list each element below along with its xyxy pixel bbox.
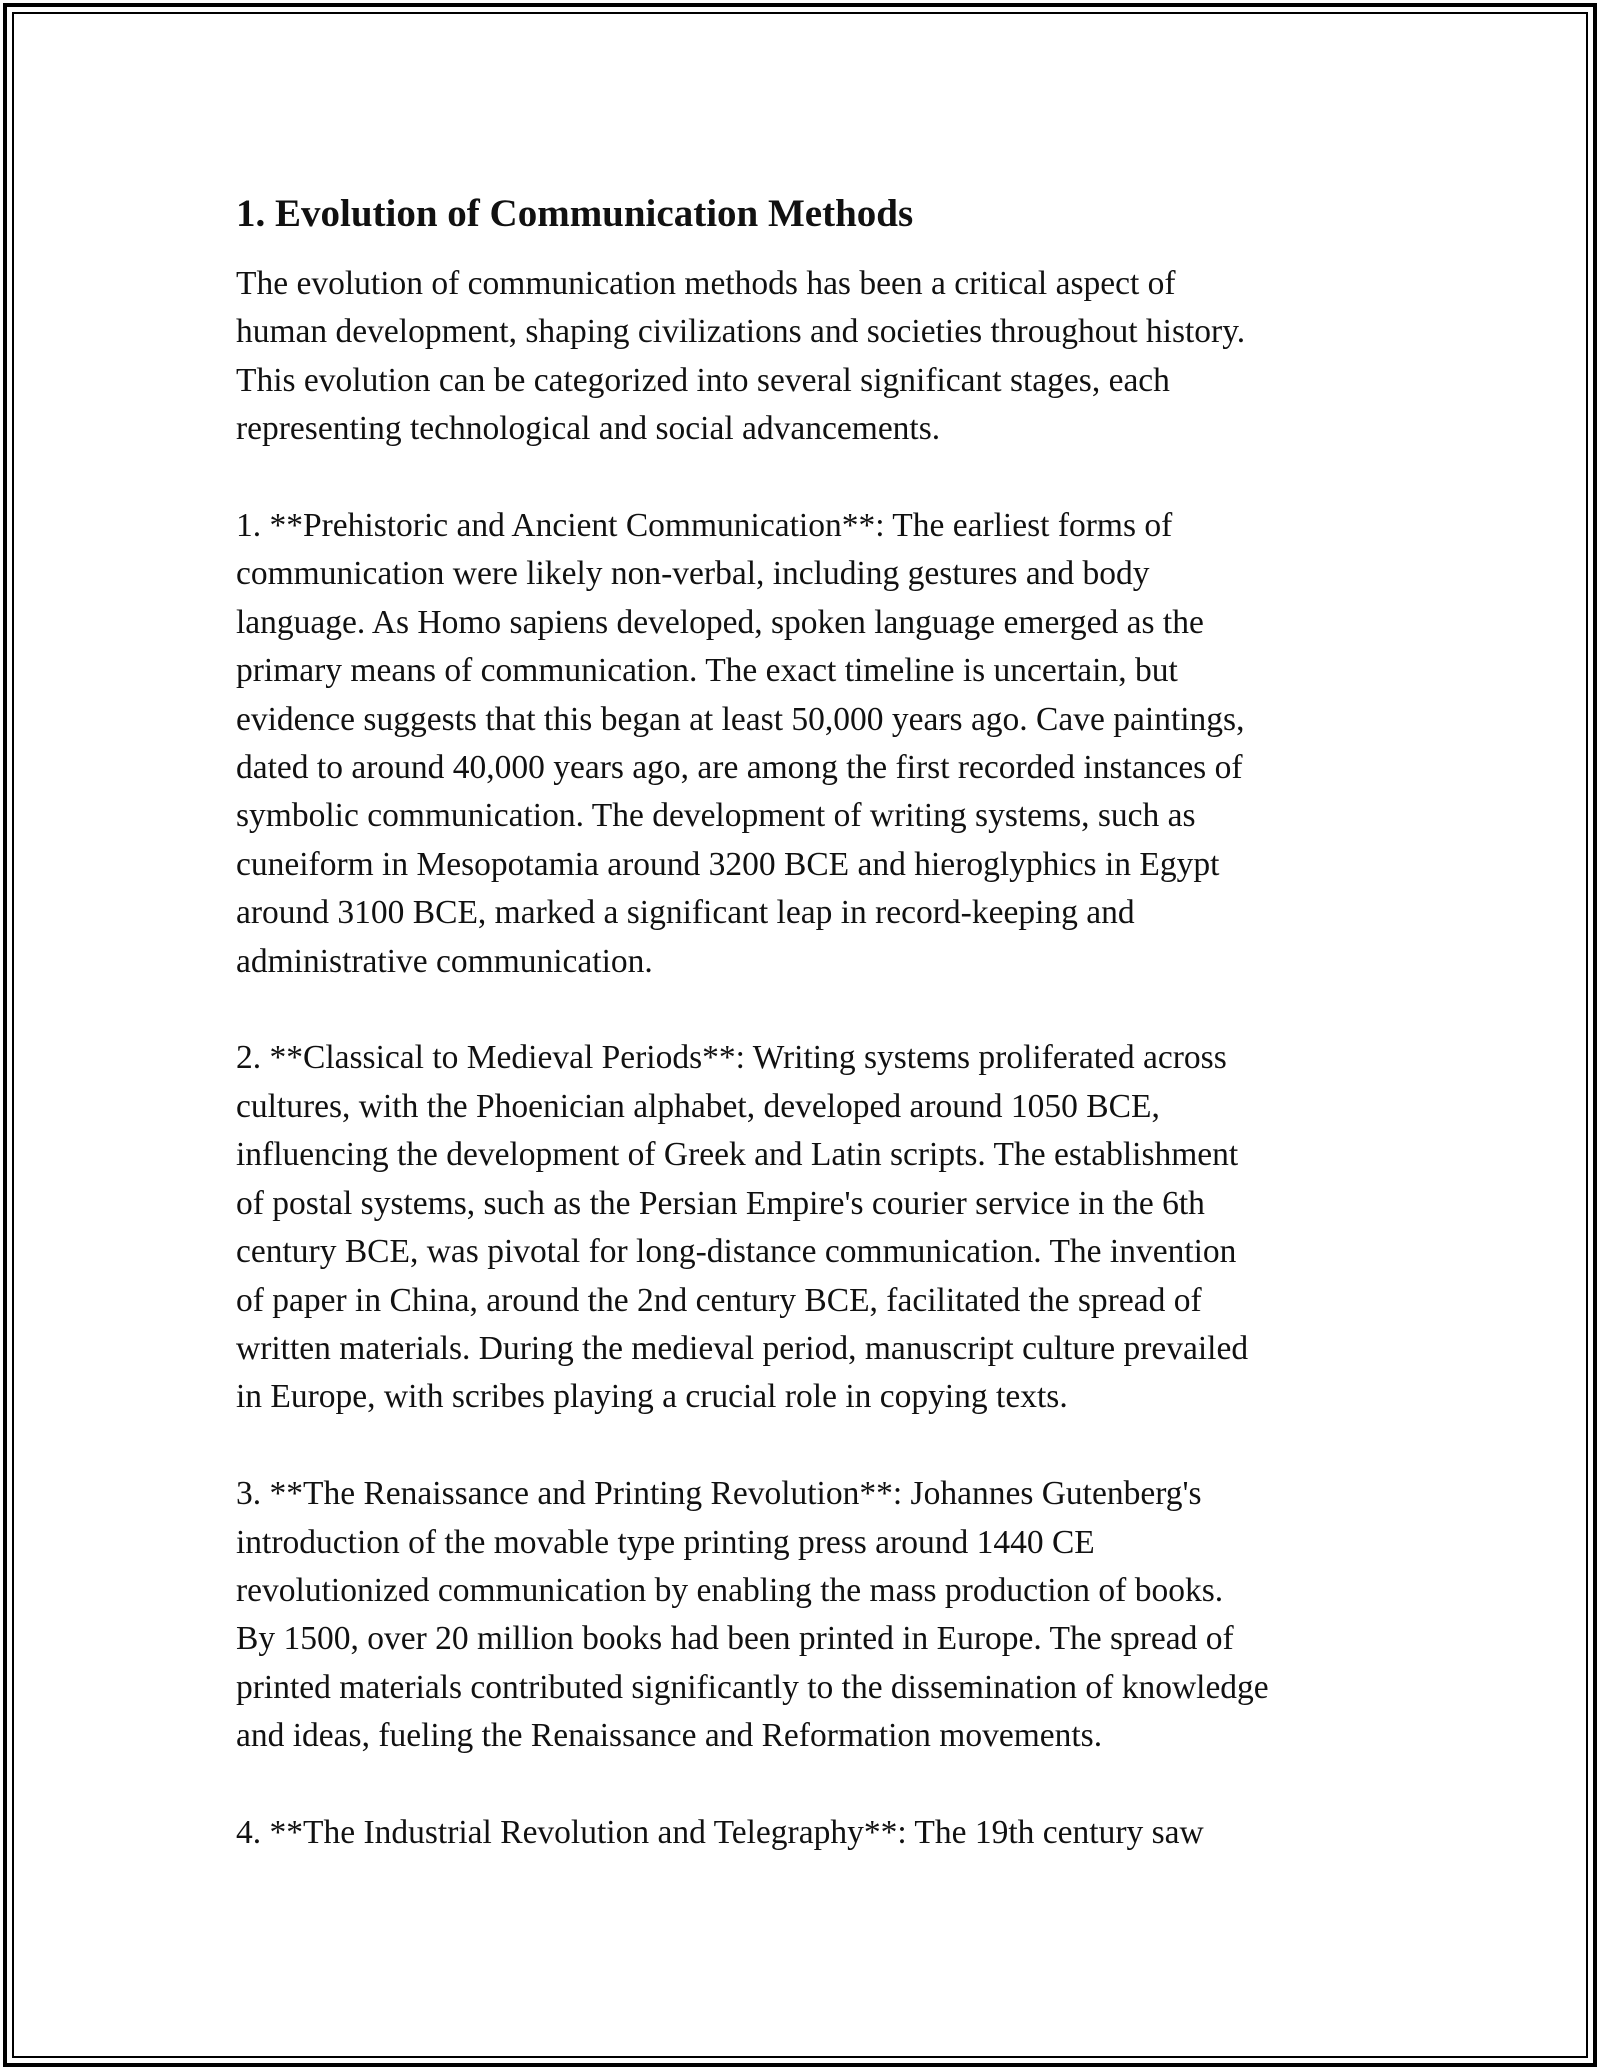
text-line: 3. **The Renaissance and Printing Revolution**: Johannes Gutenberg's xyxy=(236,1475,1202,1513)
text-line: and ideas, fueling the Renaissance and Reformation movements. xyxy=(236,1717,1103,1755)
text-line: revolutionized communication by enabling the mass production of books. xyxy=(236,1571,1224,1609)
document-body xyxy=(236,186,1376,1906)
text-line: This evolution can be categorized into several significant stages, each xyxy=(236,361,1170,399)
text-line: of paper in China, around the 2nd century BCE, facilitated the spread of xyxy=(236,1281,1202,1319)
text-line: 4. **The Industrial Revolution and Telegraphy**: The 19th century saw xyxy=(236,1813,1204,1851)
text-line: written materials. During the medieval period, manuscript culture prevailed xyxy=(236,1329,1249,1367)
text-line: communication were likely non-verbal, including gestures and body xyxy=(236,555,1150,593)
text-line: introduction of the movable type printing press around 1440 CE xyxy=(236,1523,1095,1561)
section-heading: 1. Evolution of Communication Methods xyxy=(236,192,914,235)
text-line: in Europe, with scribes playing a crucial role in copying texts. xyxy=(236,1378,1068,1416)
text-line: 2. **Classical to Medieval Periods**: Writing systems proliferated across xyxy=(236,1039,1227,1077)
text-line: human development, shaping civilizations and societies throughout history. xyxy=(236,313,1246,351)
text-line: administrative communication. xyxy=(236,942,653,980)
text-line: language. As Homo sapiens developed, spoken language emerged as the xyxy=(236,603,1204,641)
text-line: By 1500, over 20 million books had been printed in Europe. The spread of xyxy=(236,1620,1234,1658)
text-line: primary means of communication. The exact timeline is uncertain, but xyxy=(236,652,1178,690)
text-line: symbolic communication. The development of writing systems, such as xyxy=(236,797,1196,835)
text-line: of postal systems, such as the Persian Empire's courier service in the 6th xyxy=(236,1184,1205,1222)
text-line: printed materials contributed significantly to the dissemination of knowledge xyxy=(236,1668,1269,1706)
text-line: dated to around 40,000 years ago, are among the first recorded instances of xyxy=(236,749,1243,787)
text-line: 1. **Prehistoric and Ancient Communication**: The earliest forms of xyxy=(236,507,1173,545)
text-line: influencing the development of Greek and Latin scripts. The establishment xyxy=(236,1136,1239,1174)
text-line: around 3100 BCE, marked a significant leap in record-keeping and xyxy=(236,894,1135,932)
prehistoric-paragraph xyxy=(236,502,1376,986)
classical-medieval-paragraph xyxy=(236,1034,1376,1421)
industrial-paragraph xyxy=(236,1809,1376,1857)
text-line: cuneiform in Mesopotamia around 3200 BCE and hieroglyphics in Egypt xyxy=(236,845,1220,883)
text-line: century BCE, was pivotal for long-distance communication. The invention xyxy=(236,1233,1237,1271)
text-line: evidence suggests that this began at least 50,000 years ago. Cave paintings, xyxy=(236,700,1245,738)
text-line: representing technological and social advancements. xyxy=(236,410,941,448)
renaissance-paragraph xyxy=(236,1470,1376,1760)
text-line: cultures, with the Phoenician alphabet, developed around 1050 BCE, xyxy=(236,1087,1160,1125)
text-line: The evolution of communication methods has been a critical aspect of xyxy=(236,265,1176,302)
intro-paragraph xyxy=(236,260,1376,454)
